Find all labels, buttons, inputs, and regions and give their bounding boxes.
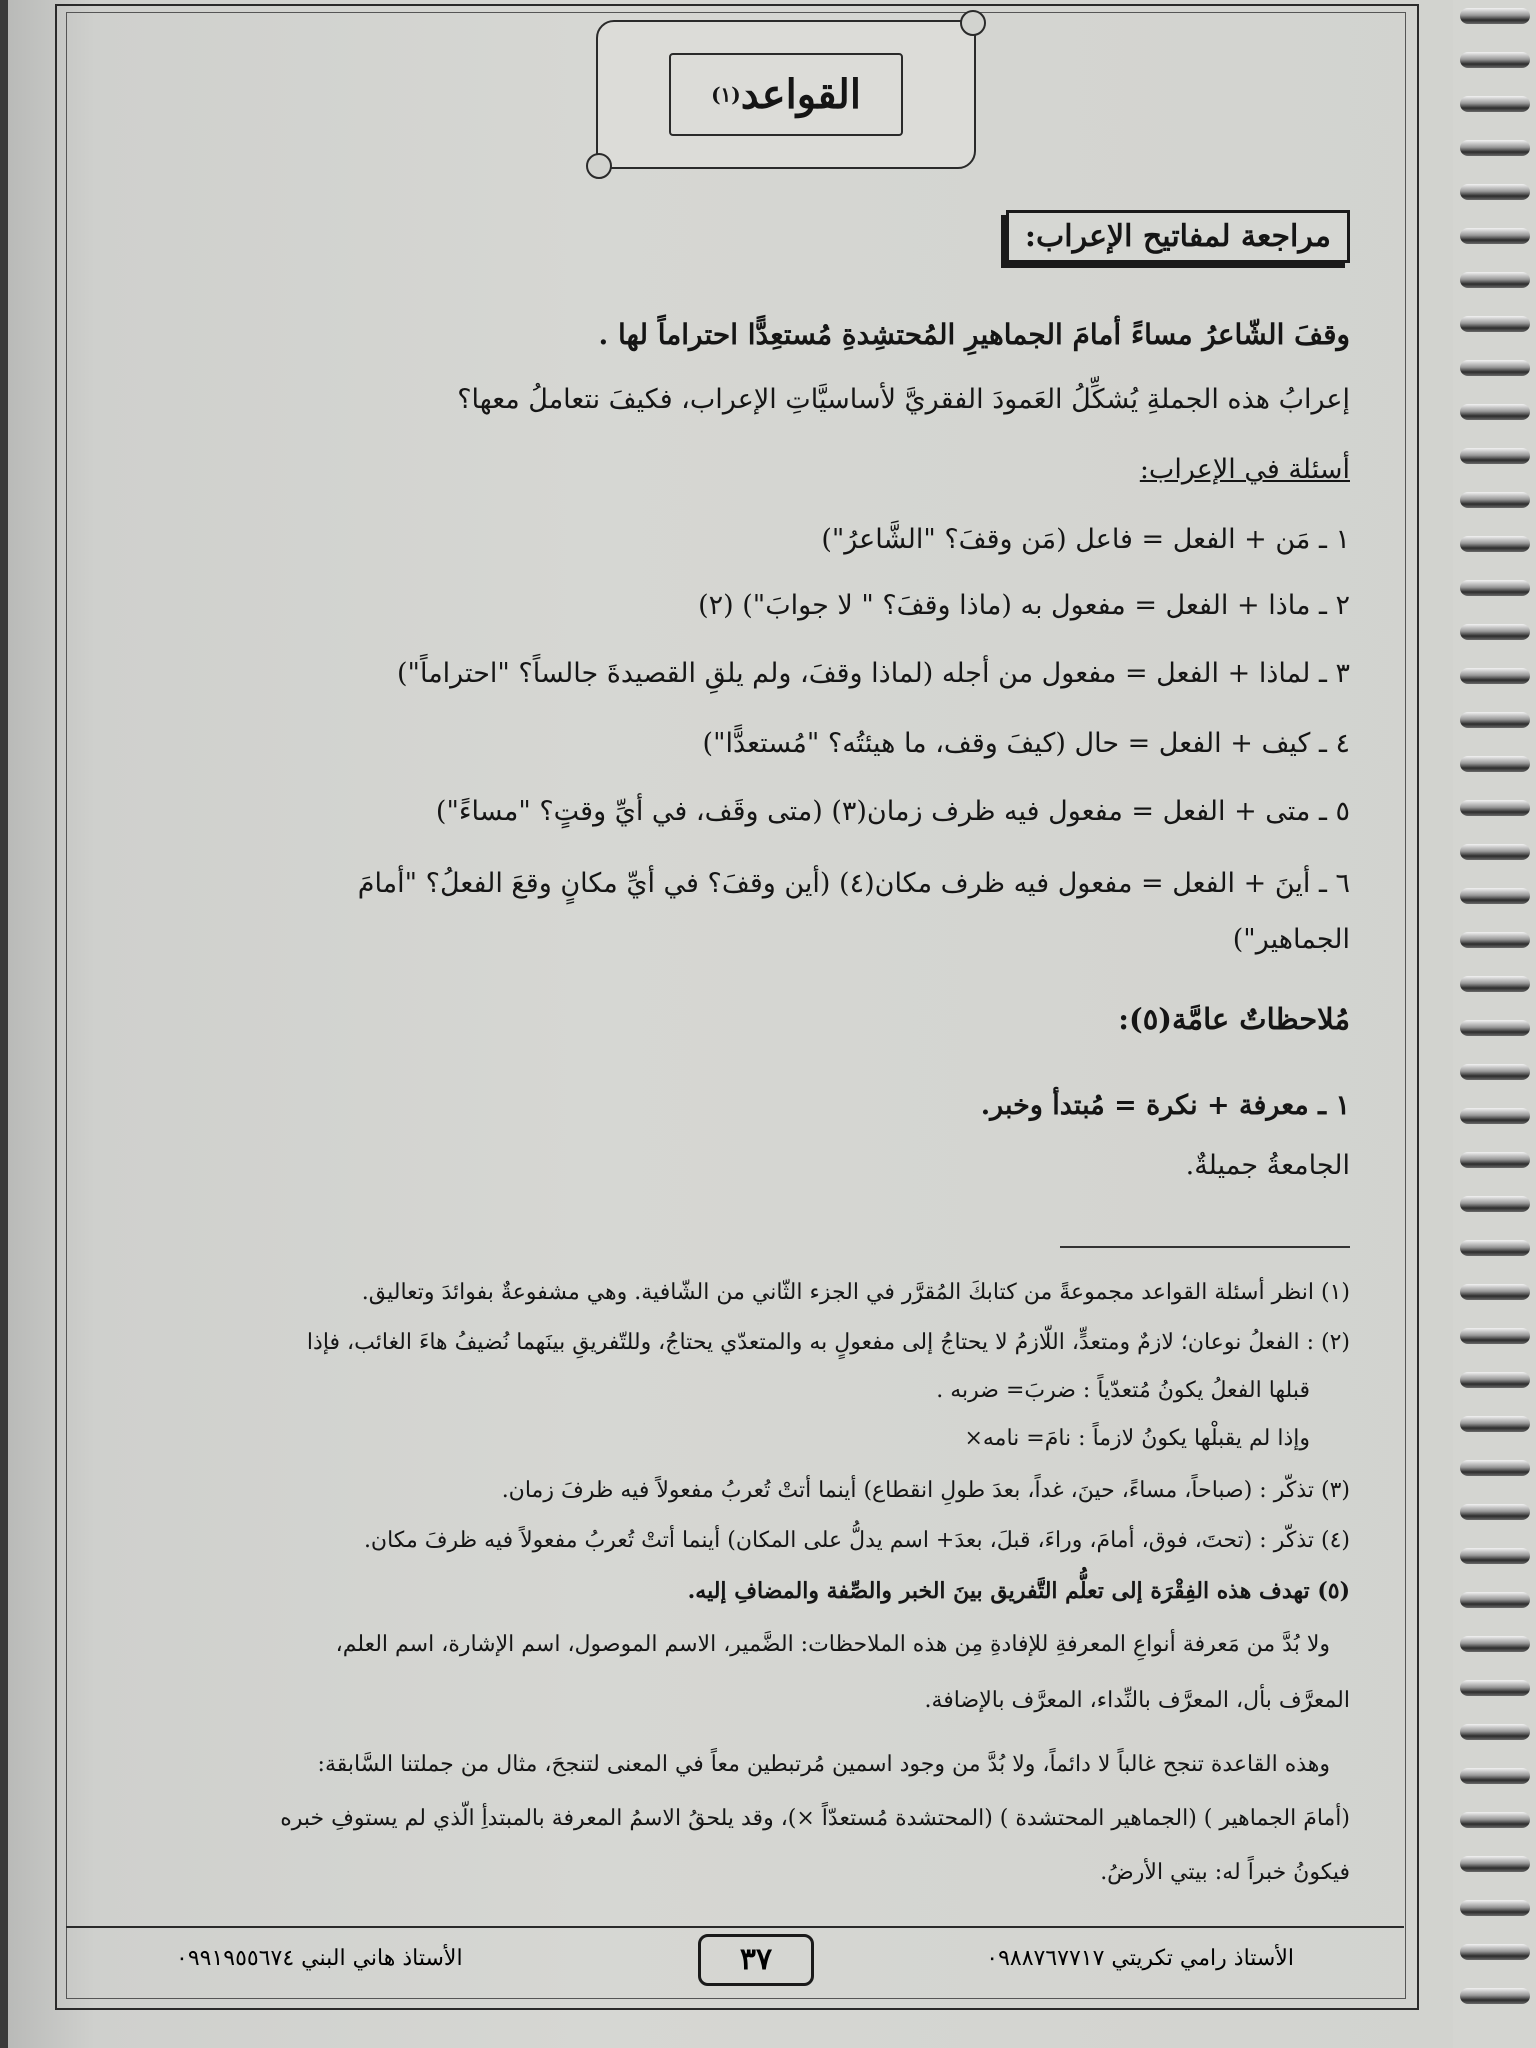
book-page: [8, 0, 1453, 2048]
rule-item: ١ ـ مَن + الفعل = فاعل (مَن وقفَ؟ "الشَّاعرُ"): [821, 524, 1350, 555]
footnote: (٤) تذكّر : (تحتَ، فوق، أمامَ، وراءَ، قبلَ، بعدَ+ اسم يدلُّ على المكان) أينما أتتْ تُعربُ مفعولاً فيه ظرفَ مكان.: [363, 1528, 1350, 1553]
spiral-coil: [1460, 52, 1530, 68]
intro-sentence: وقفَ الشّاعرُ مساءً أمامَ الجماهيرِ المُحتشِدةِ مُستعِدًّا احتراماً لها .: [598, 318, 1350, 351]
footnote: وإذا لم يقبلْها يكونُ لازماً : نامَ= نامه×: [964, 1426, 1310, 1451]
spiral-coil: [1460, 1064, 1530, 1080]
spiral-coil: [1460, 624, 1530, 640]
spiral-coil: [1460, 932, 1530, 948]
spiral-coil: [1460, 536, 1530, 552]
rule-item: ٦ ـ أينَ + الفعل = مفعول فيه ظرف مكان(٤) (أين وقفَ؟ في أيِّ مكانٍ وقعَ الفعلُ؟ "أمامَ: [357, 868, 1350, 899]
rule-item: ٤ ـ كيف + الفعل = حال (كيفَ وقف، ما هيئتُه؟ "مُستعدًّا"): [702, 728, 1350, 759]
spiral-coil: [1460, 272, 1530, 288]
spiral-coil: [1460, 1372, 1530, 1388]
spiral-coil: [1460, 184, 1530, 200]
spiral-coil: [1460, 1900, 1530, 1916]
spiral-coil: [1460, 1680, 1530, 1696]
spiral-coil: [1460, 668, 1530, 684]
spiral-coil: [1460, 316, 1530, 332]
spiral-coil: [1460, 1636, 1530, 1652]
spiral-coil: [1460, 1108, 1530, 1124]
spiral-coil: [1460, 712, 1530, 728]
footnote: وهذه القاعدة تنجح غالباً لا دائماً، ولا بُدَّ من وجود اسمين مُرتبطين معاً في المعنى لتنجحَ، مثال من جملتنا السَّابقة:: [317, 1752, 1330, 1777]
footnote: (٢) : الفعلُ نوعان؛ لازمٌ ومتعدٍّ، اللّازمُ لا يحتاجُ إلى مفعولٍ به والمتعدّي يحتاجُ، وللتّفريقِ بينَهما نُضيفُ هاءَ الغائب، فإذا: [306, 1330, 1350, 1355]
notes-example: الجامعةُ جميلةٌ.: [1185, 1150, 1350, 1181]
spiral-coil: [1460, 448, 1530, 464]
spiral-coil: [1460, 976, 1530, 992]
spiral-coil: [1460, 1592, 1530, 1608]
spiral-coil: [1460, 1416, 1530, 1432]
footnote-separator: [1060, 1246, 1350, 1248]
teacher-left-credit: الأستاذ هاني البني ٠٩٩١٩٥٥٦٧٤: [176, 1946, 463, 1971]
rule-item: ٥ ـ متى + الفعل = مفعول فيه ظرف زمان(٣) (متى وقَف، في أيِّ وقتٍ؟ "مساءً"): [435, 796, 1350, 827]
footnote: ولا بُدَّ من مَعرفة أنواعِ المعرفةِ للإفادةِ مِن هذه الملاحظات: الضَّمير، الاسم الموصول، اسم الإشارة، اسم العلم،: [335, 1632, 1330, 1657]
spiral-coil: [1460, 1812, 1530, 1828]
spiral-coil: [1460, 1328, 1530, 1344]
questions-heading: [90, 454, 1350, 485]
spiral-coil: [1460, 404, 1530, 420]
footnote: قبلها الفعلُ يكونُ مُتعدّياً : ضربَ= ضربه .: [936, 1378, 1310, 1403]
spiral-coil: [1460, 800, 1530, 816]
questions-heading-text: أسئلة في الإعراب:: [1139, 454, 1350, 485]
spiral-coil: [1460, 756, 1530, 772]
spiral-binding: [1453, 0, 1536, 2048]
teacher-right-credit: الأستاذ رامي تكريتي ٠٩٨٨٧٦٧٧١٧: [986, 1946, 1294, 1971]
spiral-coil: [1460, 844, 1530, 860]
footnote: المعرَّف بأل، المعرَّف بالنِّداء، المعرَّف بالإضافة.: [924, 1688, 1350, 1713]
spiral-coil: [1460, 1724, 1530, 1740]
spiral-coil: [1460, 1020, 1530, 1036]
spiral-coil: [1460, 1460, 1530, 1476]
unit-title: القواعد: [740, 71, 861, 118]
intro-question: إعرابُ هذه الجملةِ يُشكِّلُ العَمودَ الفقريَّ لأساسيَّاتِ الإعراب، فكيفَ نتعاملُ معها؟: [457, 384, 1350, 415]
spiral-coil: [1460, 1988, 1530, 2004]
spiral-coil: [1460, 360, 1530, 376]
notes-heading: مُلاحظاتٌ عامَّة(٥):: [1118, 1002, 1350, 1036]
rule-item: ٢ ـ ماذا + الفعل = مفعول به (ماذا وقفَ؟ " لا جوابَ") (٢): [698, 590, 1350, 621]
spiral-coil: [1460, 228, 1530, 244]
footnote: (أمامَ الجماهير ) (الجماهير المحتشدة ) (المحتشدة مُستعدّاً ×)، وقد يلحقُ الاسمُ المعرفة بالمبتدأِ الّذي لم يستوفِ خبره: [280, 1806, 1350, 1831]
spiral-coil: [1460, 140, 1530, 156]
spiral-coil: [1460, 1240, 1530, 1256]
spiral-coil: [1460, 1284, 1530, 1300]
spiral-coil: [1460, 1944, 1530, 1960]
spiral-coil: [1460, 1856, 1530, 1872]
footnote: (٣) تذكّر : (صباحاً، مساءً، حينَ، غداً، بعدَ طولِ انقطاع) أينما أتتْ تُعربُ مفعولاً فيه ظرفَ زمان.: [501, 1478, 1350, 1503]
footnote: فيكونُ خبراً له: بيتي الأرضُ.: [1100, 1860, 1350, 1885]
footnote: (١) انظر أسئلة القواعد مجموعةً من كتابكَ المُقرَّر في الجزء الثّاني من الشّافية. وهي مشفوعةٌ بفوائدَ وتعاليق.: [361, 1280, 1350, 1305]
spiral-coil: [1460, 492, 1530, 508]
spiral-coil: [1460, 580, 1530, 596]
title-box: [669, 53, 903, 136]
rule-item: الجماهير"): [1232, 924, 1350, 955]
page-footer: [66, 1926, 1404, 1994]
title-scroll-banner: [596, 20, 976, 169]
unit-title-note: (١): [711, 82, 741, 107]
spiral-coil: [1460, 1196, 1530, 1212]
spiral-coil: [1460, 96, 1530, 112]
spiral-coil: [1460, 1768, 1530, 1784]
spiral-coil: [1460, 1152, 1530, 1168]
rule-item: ٣ ـ لماذا + الفعل = مفعول من أجله (لماذا وقفَ، ولم يلقِ القصيدةَ جالساً؟ "احتراماً"): [397, 658, 1350, 689]
spiral-coil: [1460, 888, 1530, 904]
section-title: مراجعة لمفاتيح الإعراب:: [1006, 210, 1350, 263]
spiral-coil: [1460, 8, 1530, 24]
spiral-coil: [1460, 1504, 1530, 1520]
page-number: ٣٧: [698, 1934, 814, 1986]
notes-item: ١ ـ معرفة + نكرة = مُبتدأ وخبر.: [980, 1090, 1350, 1121]
footnote: (٥) تهدف هذه الفِقْرَة إلى تعلُّم التَّفريق بينَ الخبر والصِّفة والمضافِ إليه.: [687, 1578, 1350, 1604]
spiral-coil: [1460, 1548, 1530, 1564]
